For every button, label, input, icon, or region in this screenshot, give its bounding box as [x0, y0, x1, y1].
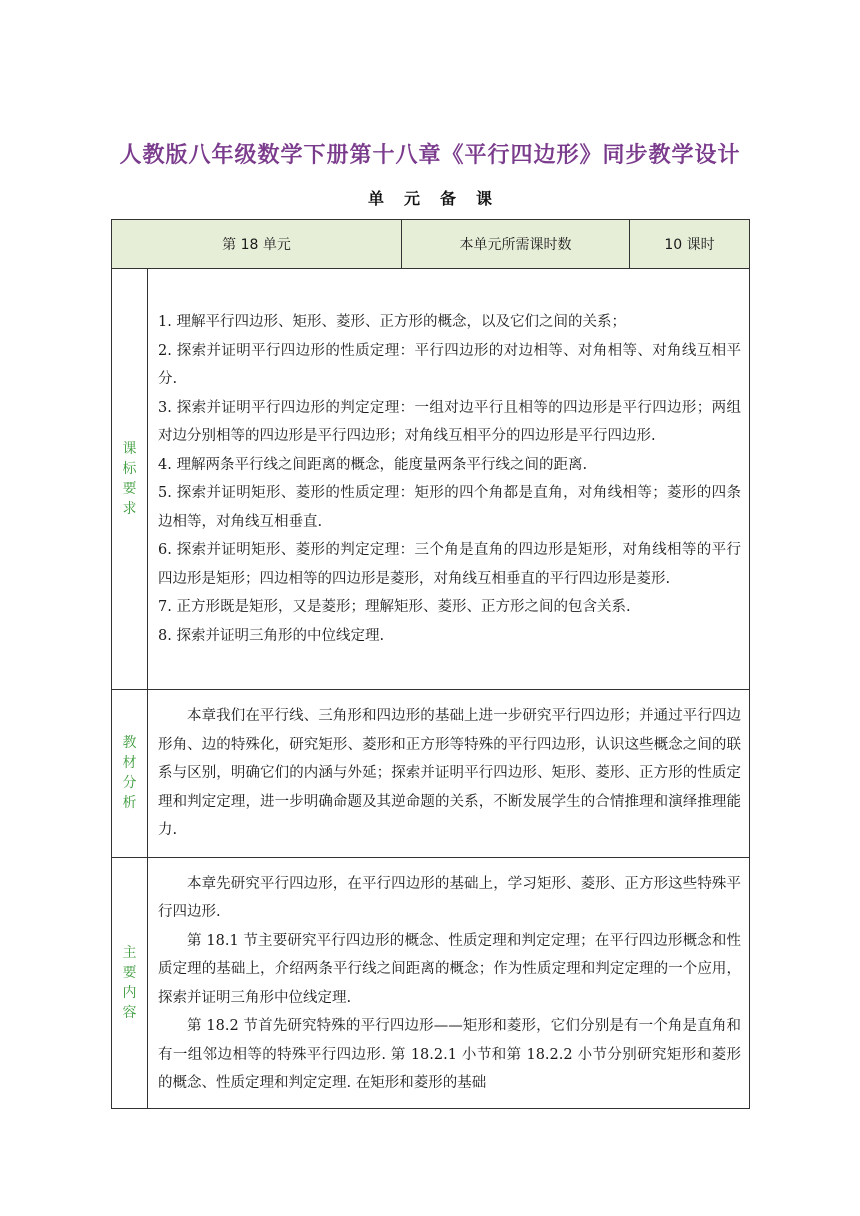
content-label-cell: [112, 857, 148, 1108]
analysis-paragraph: 本章我们在平行线、三角形和四边形的基础上进一步研究平行四边形；并通过平行四边形角、边的特殊化，研究矩形、菱形和正方形等特殊的平行四边形，认识这些概念之间的联系与区别，明确它们的内涵与外延；探索并证明平行四边形、矩形、菱形、正方形的性质定理和判定定理，进一步明确命题及其逆命题的关系，不断发展学生的合情推理和演绎推理能力.: [158, 708, 741, 838]
standard-item: 6. 探索并证明矩形、菱形的判定定理：三个角是直角的四边形是矩形，对角线相等的平行四边形是矩形；四边相等的四边形是菱形，对角线互相垂直的平行四边形是菱形.: [158, 542, 741, 587]
standards-label-cell: [112, 269, 148, 690]
hours-label-cell: 本单元所需课时数: [402, 220, 630, 269]
content-label: 主要内容: [122, 944, 137, 1021]
standard-item: 5. 探索并证明矩形、菱形的性质定理：矩形的四个角都是直角，对角线相等；菱形的四条边相等，对角线互相垂直.: [158, 485, 741, 530]
unit-plan-table: [111, 219, 750, 1109]
analysis-content: [148, 690, 750, 858]
content-paragraph: 本章先研究平行四边形，在平行四边形的基础上，学习矩形、菱形、正方形这些特殊平行四边形.: [158, 875, 741, 920]
content-paragraph: 第 18.1 节主要研究平行四边形的概念、性质定理和判定定理；在平行四边形概念和性质定理的基础上，介绍两条平行线之间距离的概念；作为性质定理和判定定理的一个应用，探索并证明三角形中位线定理.: [158, 932, 741, 1006]
table-header-row: [112, 220, 750, 269]
standard-item: 8. 探索并证明三角形的中位线定理.: [158, 627, 385, 644]
content-content: [148, 857, 750, 1108]
standard-item: 7. 正方形既是矩形，又是菱形；理解矩形、菱形、正方形之间的包含关系.: [158, 599, 631, 615]
standard-item: 1. 理解平行四边形、矩形、菱形、正方形的概念，以及它们之间的关系；: [158, 314, 626, 330]
standard-item: 3. 探索并证明平行四边形的判定定理：一组对边平行且相等的四边形是平行四边形；两组对边分别相等的四边形是平行四边形；对角线互相平分的四边形是平行四边形.: [158, 399, 741, 444]
standards-label: 课标要求: [122, 441, 137, 517]
analysis-label: 教材分析: [122, 735, 137, 812]
standard-item: 2. 探索并证明平行四边形的性质定理：平行四边形的对边相等、对角相等、对角线互相平分.: [158, 342, 741, 387]
hours-value-cell: 10 课时: [630, 220, 750, 269]
standards-row: [112, 269, 750, 690]
unit-number-cell: 第 18 单元: [112, 220, 402, 269]
standards-content: [148, 269, 750, 690]
analysis-row: [112, 690, 750, 858]
standard-item: 4. 理解两条平行线之间距离的概念，能度量两条平行线之间的距离.: [158, 456, 588, 473]
analysis-label-cell: [112, 690, 148, 858]
content-row: [112, 857, 750, 1108]
section-subtitle: 单元备课: [367, 189, 512, 208]
content-paragraph: 第 18.2 节首先研究特殊的平行四边形——矩形和菱形，它们分别是有一个角是直角和有一组邻边相等的特殊平行四边形. 第 18.2.1 小节和第 18.2.2 小节分别研究矩形和菱形的概念、性质定理和判定定理. 在矩形和菱形的基础: [158, 1018, 741, 1091]
document-title: 人教版八年级数学下册第十八章《平行四边形》同步教学设计: [119, 143, 741, 168]
